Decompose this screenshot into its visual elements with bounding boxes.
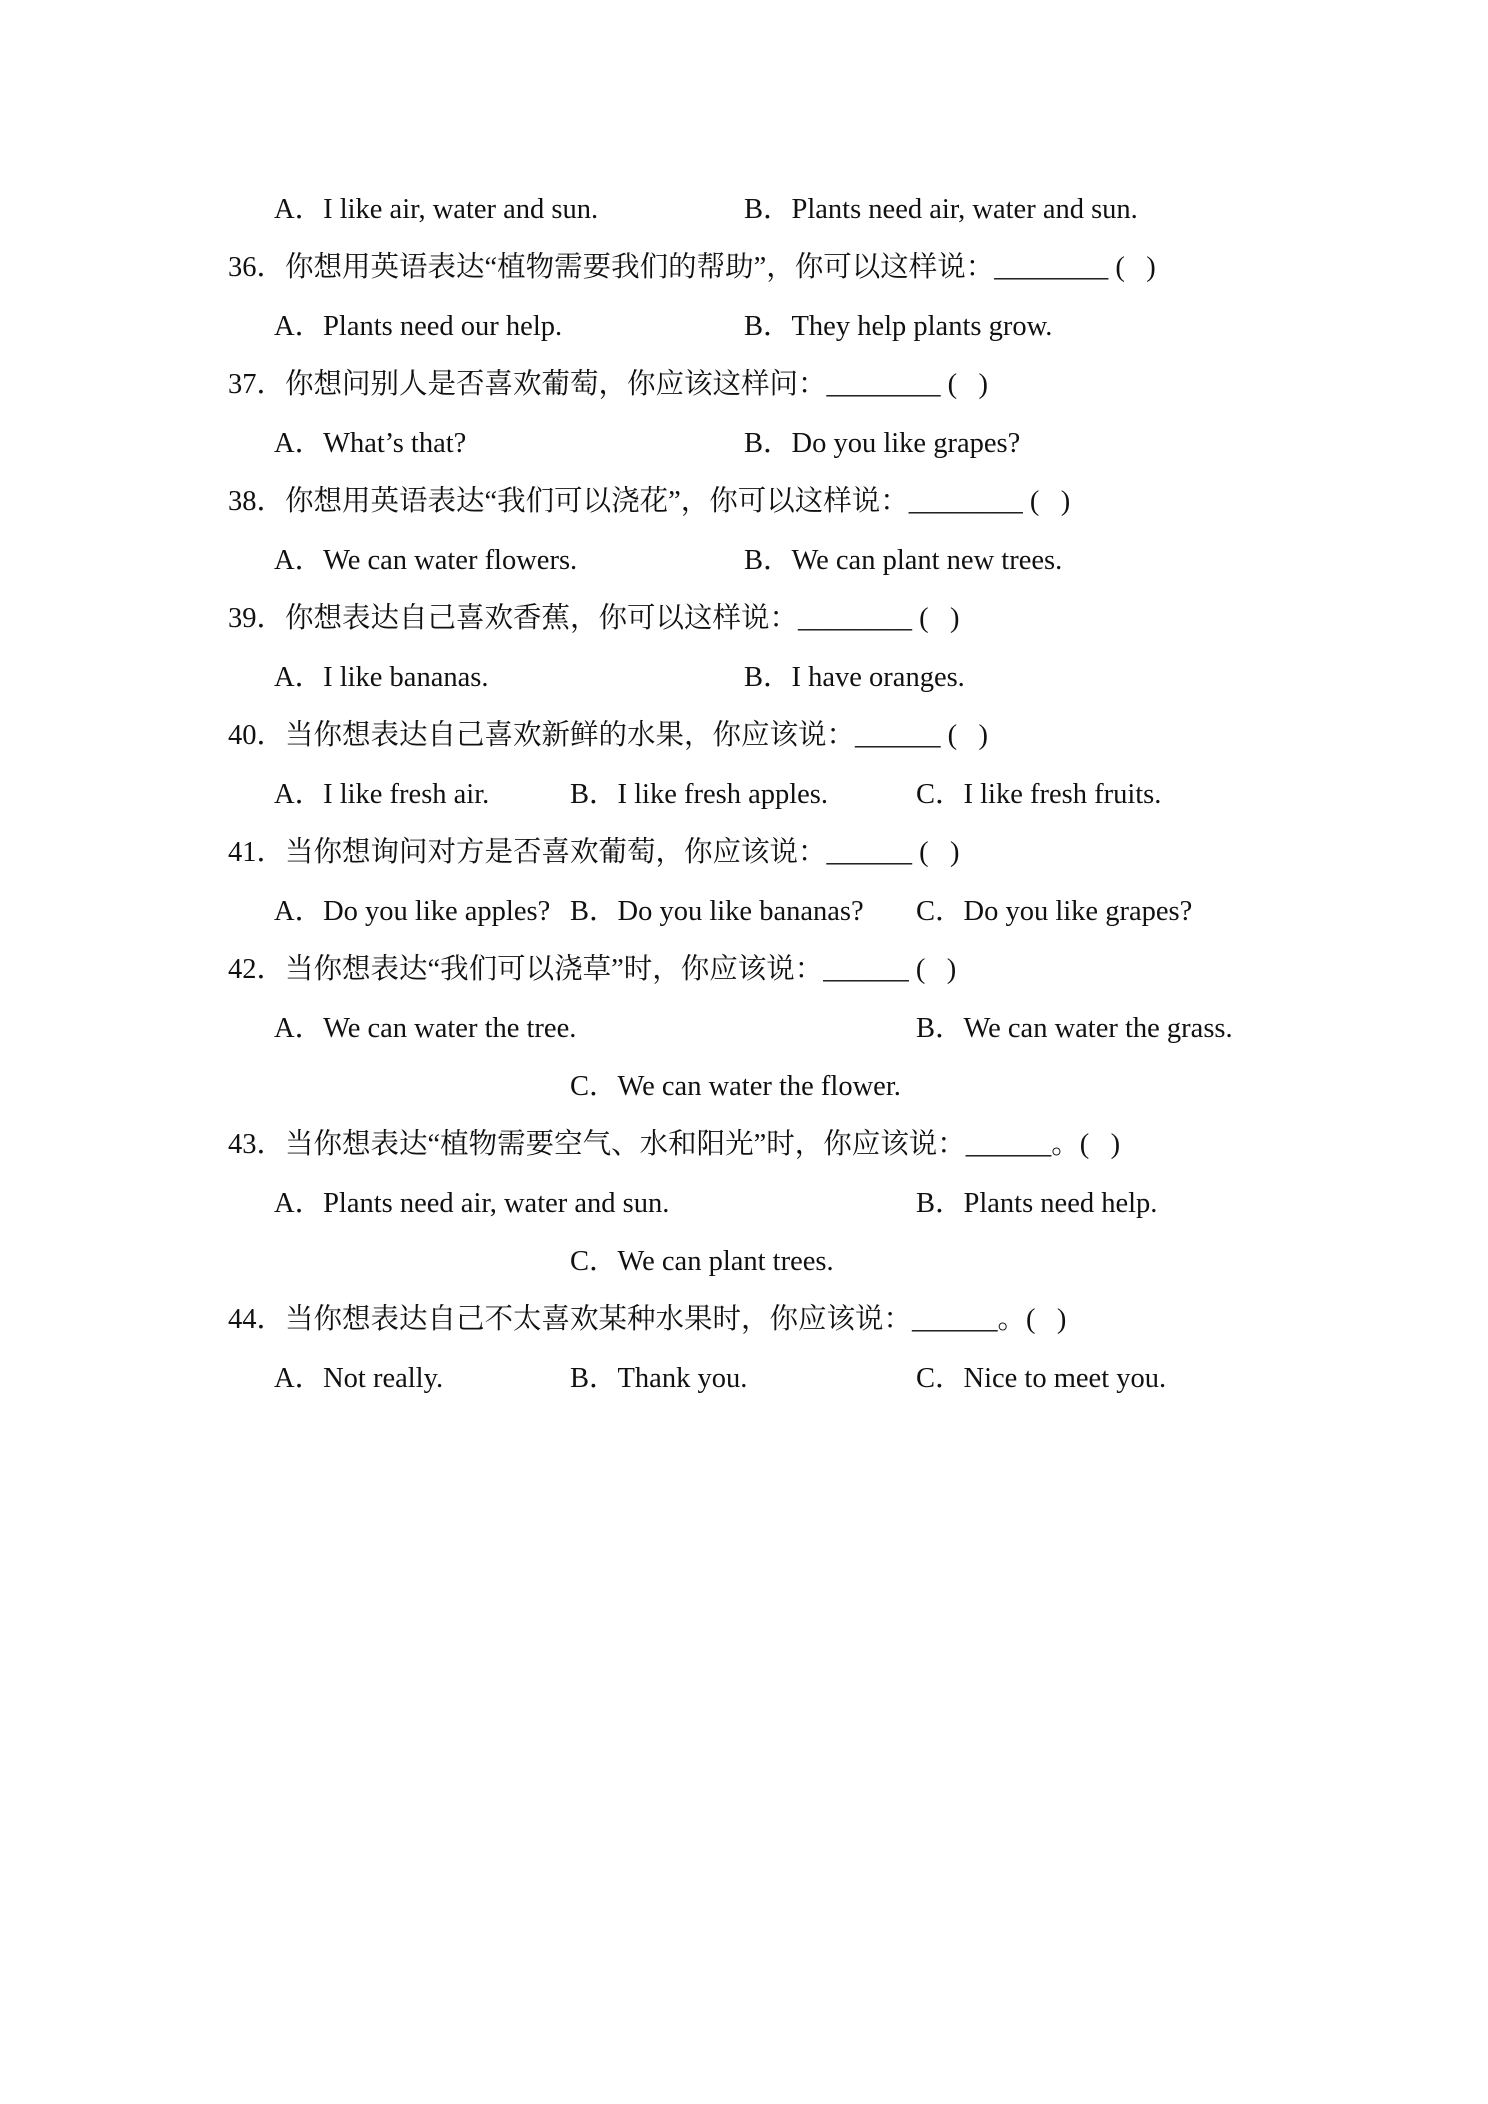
q36-option-b: B．They help plants grow. bbox=[744, 311, 1053, 342]
q41-option-a: A．Do you like apples? bbox=[274, 896, 551, 927]
q38-option-a: A．We can water flowers. bbox=[274, 545, 578, 576]
q40-option-a: A．I like fresh air. bbox=[274, 779, 490, 810]
question-41: 41．当你想询问对方是否喜欢葡萄，你应该说：______ ( ) bbox=[228, 837, 960, 868]
question-42: 42．当你想表达“我们可以浇草”时，你应该说：______ ( ) bbox=[228, 954, 957, 985]
q42-option-a: A．We can water the tree. bbox=[274, 1013, 577, 1044]
q42-option-c: C．We can water the flower. bbox=[570, 1071, 901, 1102]
q41-option-c: C．Do you like grapes? bbox=[916, 896, 1193, 927]
q41-option-b: B．Do you like bananas? bbox=[570, 896, 864, 927]
question-44: 44．当你想表达自己不太喜欢某种水果时，你应该说：______。( ) bbox=[228, 1304, 1067, 1335]
q35-option-a: A．I like air, water and sun. bbox=[274, 194, 599, 225]
question-37: 37．你想问别人是否喜欢葡萄，你应该这样问：________ ( ) bbox=[228, 369, 988, 400]
q39-option-b: B．I have oranges. bbox=[744, 662, 965, 693]
question-39: 39．你想表达自己喜欢香蕉，你可以这样说：________ ( ) bbox=[228, 603, 960, 634]
q44-option-a: A．Not really. bbox=[274, 1363, 444, 1394]
q44-option-c: C．Nice to meet you. bbox=[916, 1363, 1167, 1394]
q38-option-b: B．We can plant new trees. bbox=[744, 545, 1063, 576]
q42-option-b: B．We can water the grass. bbox=[916, 1013, 1233, 1044]
q36-option-a: A．Plants need our help. bbox=[274, 311, 563, 342]
q35-option-b: B．Plants need air, water and sun. bbox=[744, 194, 1138, 225]
question-43: 43．当你想表达“植物需要空气、水和阳光”时，你应该说：______。( ) bbox=[228, 1129, 1121, 1160]
q40-option-b: B．I like fresh apples. bbox=[570, 779, 829, 810]
question-36: 36．你想用英语表达“植物需要我们的帮助”，你可以这样说：________ ( ) bbox=[228, 252, 1156, 283]
q43-option-b: B．Plants need help. bbox=[916, 1188, 1158, 1219]
q44-option-b: B．Thank you. bbox=[570, 1363, 748, 1394]
q37-option-a: A．What’s that? bbox=[274, 428, 467, 459]
q43-option-c: C．We can plant trees. bbox=[570, 1246, 834, 1277]
question-40: 40．当你想表达自己喜欢新鲜的水果，你应该说：______ ( ) bbox=[228, 720, 988, 751]
q40-option-c: C．I like fresh fruits. bbox=[916, 779, 1162, 810]
q39-option-a: A．I like bananas. bbox=[274, 662, 489, 693]
question-38: 38．你想用英语表达“我们可以浇花”，你可以这样说：________ ( ) bbox=[228, 486, 1071, 517]
q43-option-a: A．Plants need air, water and sun. bbox=[274, 1188, 670, 1219]
q37-option-b: B．Do you like grapes? bbox=[744, 428, 1021, 459]
